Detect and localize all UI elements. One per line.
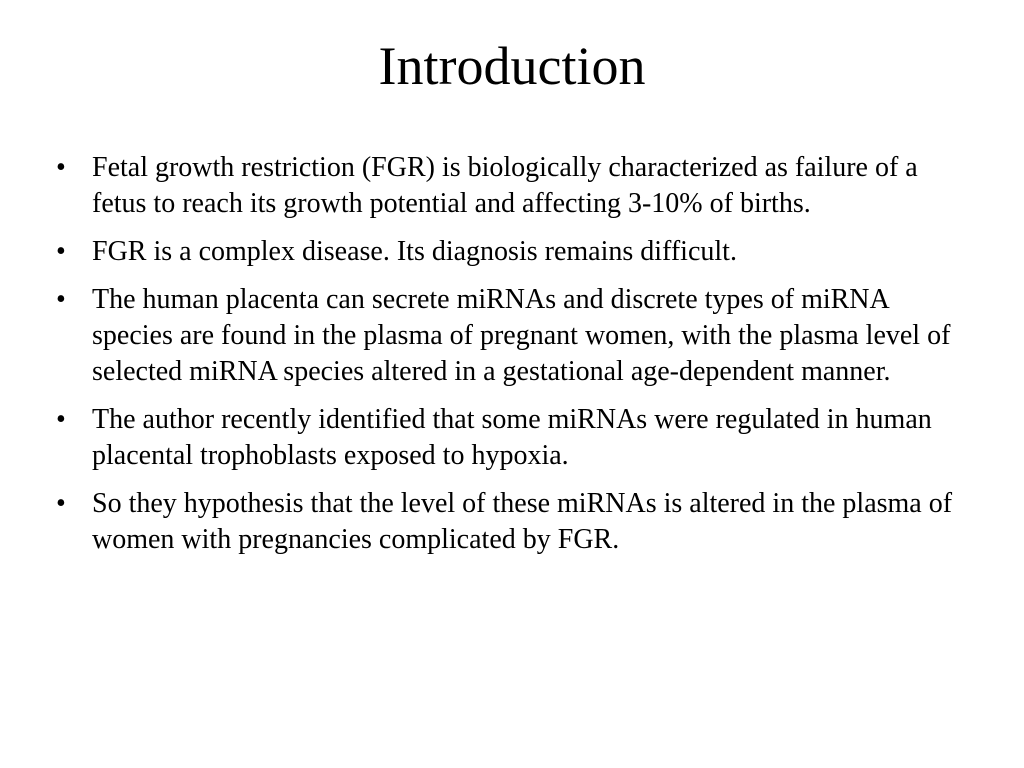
bullet-item-2	[56, 234, 956, 270]
bullet-text: The human placenta can secrete miRNAs and discrete types of miRNA species are found in the plasma of pregnant women, with the plasma level of selected miRNA species altered in a gestational age-dependent manner.	[92, 284, 951, 387]
bullet-item-3	[56, 282, 956, 390]
bullet-text: FGR is a complex disease. Its diagnosis remains difficult.	[92, 236, 737, 267]
bullet-text: So they hypothesis that the level of these miRNAs is altered in the plasma of women with pregnancies complicated by FGR.	[92, 488, 953, 555]
bullet-text: The author recently identified that some miRNAs were regulated in human placental trophoblasts exposed to hypoxia.	[92, 404, 932, 471]
bullet-item-1	[56, 150, 956, 222]
bullet-item-5	[56, 486, 956, 558]
bullet-text: Fetal growth restriction (FGR) is biologically characterized as failure of a fetus to reach its growth potential and affecting 3-10% of births.	[92, 152, 918, 219]
bullet-marker: •	[56, 152, 66, 183]
slide-title: Introduction	[378, 36, 646, 96]
bullet-marker: •	[56, 404, 66, 435]
bullet-marker: •	[56, 236, 66, 267]
bullet-item-4	[56, 402, 956, 474]
bullet-marker: •	[56, 284, 66, 315]
bullet-list	[56, 150, 956, 570]
bullet-marker: •	[56, 488, 66, 519]
